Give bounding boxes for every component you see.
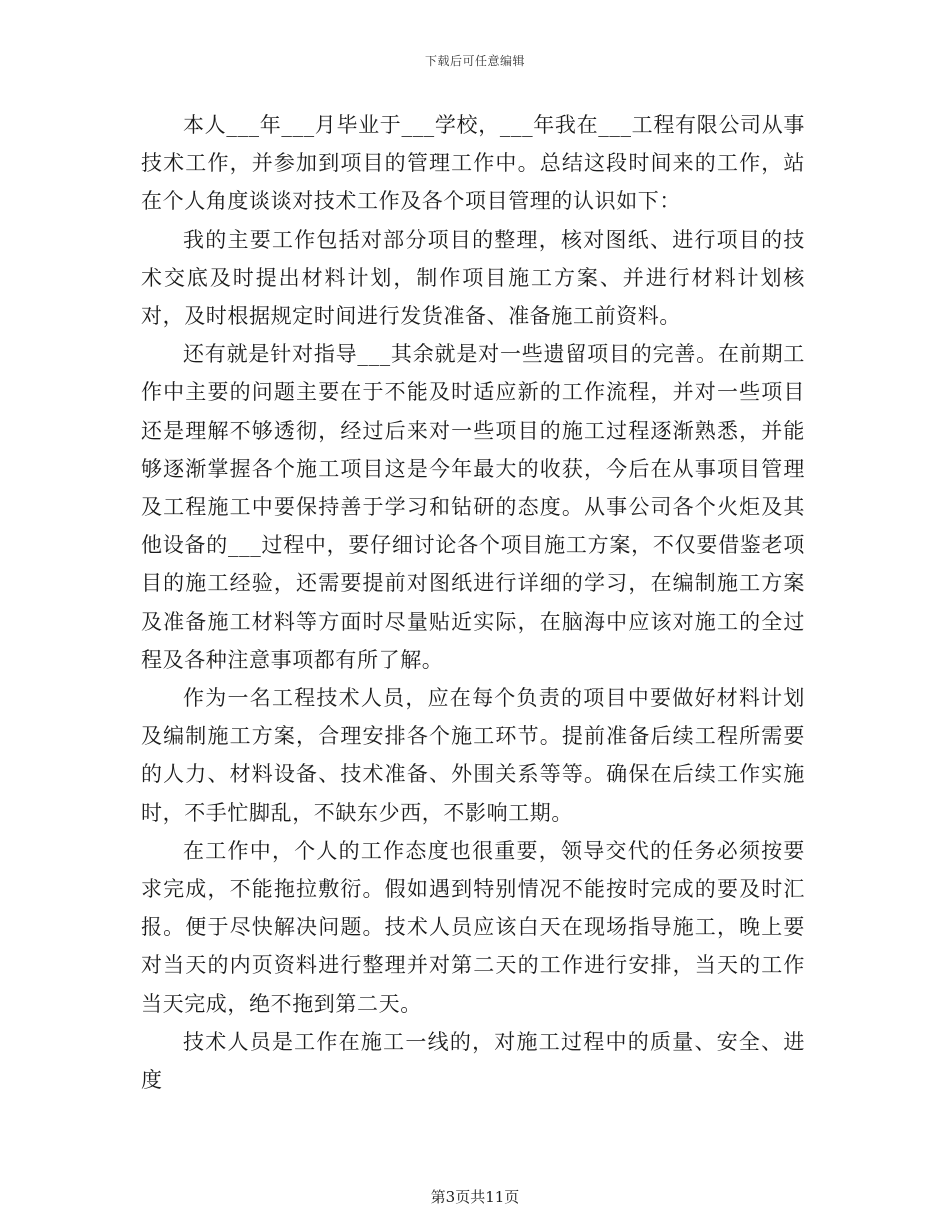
page-header-note: 下载后可任意编辑 xyxy=(424,54,525,68)
paragraph-technician-role: 作为一名工程技术人员，应在每个负责的项目中要做好材料计划及编制施工方案，合理安排各个施工环节。提前准备后续工程所需要的人力、材料设备、技术准备、外围关系等等。确保在后续工作实施时，不手忙脚乱，不缺东少西，不影响工期。 xyxy=(141,686,805,825)
page-number: 第3页共11页 xyxy=(430,1188,520,1206)
document-body xyxy=(141,106,805,1099)
paragraph-frontline: 技术人员是工作在施工一线的，对施工过程中的质量、安全、进度 xyxy=(141,1029,805,1093)
paragraph-intro: 本人___年___月毕业于___学校，___年我在___工程有限公司从事技术工作，并参加到项目的管理工作中。总结这段时间来的工作，站在个人角度谈谈对技术工作及各个项目管理的认识如下： xyxy=(141,113,805,214)
paragraph-work-attitude: 在工作中，个人的工作态度也很重要，领导交代的任务必须按要求完成，不能拖拉敷衍。假如遇到特别情况不能按时完成的要及时汇报。便于尽快解决问题。技术人员应该白天在现场指导施工，晚上要对当天的内页资料进行整理并对第二天的工作进行安排，当天的工作当天完成，绝不拖到第二天。 xyxy=(141,838,805,1016)
paragraph-main-work: 我的主要工作包括对部分项目的整理，核对图纸、进行项目的技术交底及时提出材料计划，制作项目施工方案、并进行材料计划核对，及时根据规定时间进行发货准备、准备施工前资料。 xyxy=(141,227,805,329)
paragraph-guidance: 还有就是针对指导___其余就是对一些遗留项目的完善。在前期工作中主要的问题主要在于不能及时适应新的工作流程，并对一些项目还是理解不够透彻，经过后来对一些项目的施工过程逐渐熟悉，并能够逐渐掌握各个施工项目这是今年最大的收获，今后在从事项目管理及工程施工中要保持善于学习和钻研的态度。从事公司各个火炬及其他设备的___过程中，要仔细讨论各个项目施工方案，不仅要借鉴老项目的施工经验，还需要提前对图纸进行详细的学习，在编制施工方案及准备施工材料等方面时尽量贴近实际，在脑海中应该对施工的全过程及各种注意事项都有所了解。 xyxy=(141,342,805,672)
